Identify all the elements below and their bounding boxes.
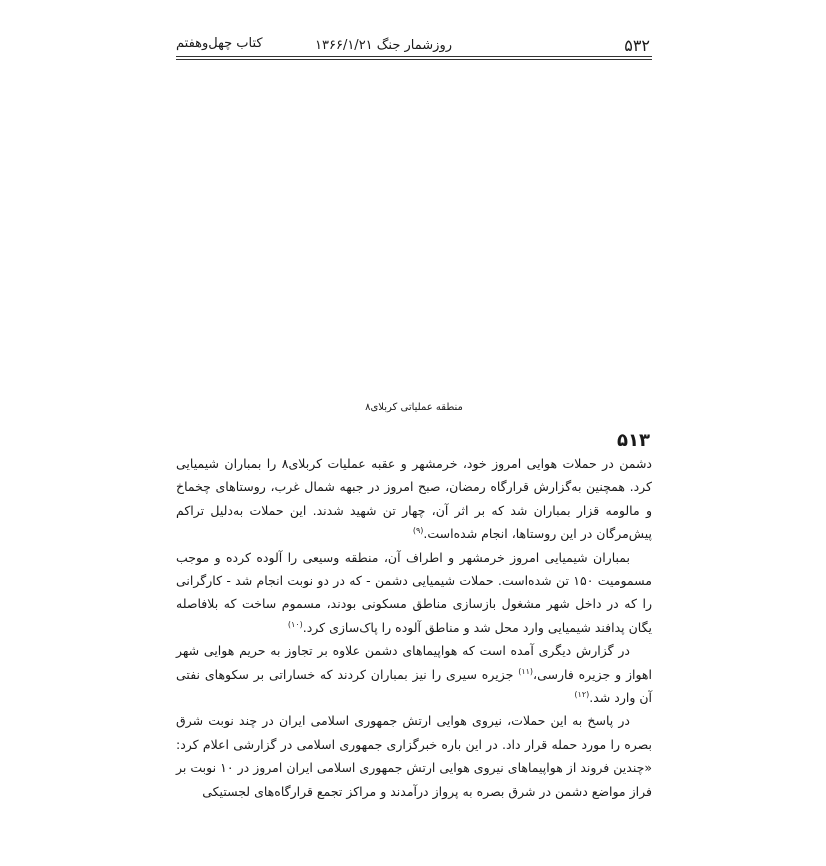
header-rule — [176, 56, 652, 57]
page-number: ۵۳۲ — [624, 36, 650, 55]
paragraph-4: در پاسخ به این حملات، نیروی هوایی ارتش جمهوری اسلامی ایران در چند نوبت شرق بصره را مورد حمله قرار داد. در این باره خبرگزاری جمهوری اسلامی در گزارشی اعلام کرد: «چندین فروند از هواپیماهای نیروی هوایی ارتش جمهوری اسلامی ایران امروز در ۱۰ نوبت بر فراز مواضع دشمن در شرق بصره به پرواز درآمدند و مراکز تجمع قرارگاه‌های لجستیکی — [176, 713, 652, 799]
page-header — [176, 36, 652, 58]
figure-area — [176, 70, 652, 390]
paragraph-2: بمباران شیمیایی امروز خرمشهر و اطراف آن، منطقه وسیعی را آلوده کرده و موجب مسمومیت ۱۵۰ تن شده‌است. حملات شیمیایی دشمن - که در دو نوبت انجام شد - کارگرانی را که در داخل شهر مشغول بازسازی مناطق مسکونی بودند، مسموم ساخت که بلافاصله یگان پدافند شیمیایی وارد محل شد و مناطق آلوده را پاک‌سازی کرد.$^{(۱۰)}$ — [176, 549, 653, 635]
paragraph-3: در گزارش دیگری آمده است که هواپیماهای دشمن علاوه بر تجاوز به حریم هوایی شهر اهواز و جزیره فارسی،$^{(۱۱)}$ جزیره سیری را نیز بمباران کردند که خساراتی بر سکوهای نفتی آن وارد شد.$^{(۱۲)}$ — [176, 643, 652, 706]
footnote-ref: (۱۲) — [574, 689, 590, 699]
footnote-ref: (۱۱) — [518, 666, 534, 676]
footnote-ref: (۹) — [412, 526, 424, 536]
footnote-ref: (۱۰) — [287, 619, 303, 629]
paragraph-1: دشمن در حملات هوایی امروز خود، خرمشهر و عقبه عملیات کربلای۸ را بمباران شیمیایی کرد. همچنین به‌گزارش قرارگاه رمضان، صبح امروز در جبهه شمال غرب، روستاهای چخماخ و مالومه قزار بمباران شد که بر اثر آن، چهار تن شهید شدند. این حملات به‌دلیل تراکم پیش‌مرگان در این روستاها، انجام شده‌است.$^{(۹)}$ — [176, 456, 652, 542]
running-title: روزشمار جنگ ۱۳۶۶/۱/۲۱ — [315, 38, 452, 53]
header-rule-secondary — [176, 59, 652, 60]
entry-number: ۵۱۳ — [617, 430, 650, 451]
entry-body — [176, 452, 652, 803]
figure-caption: منطقه عملیاتی کربلای۸ — [365, 402, 463, 413]
book-title: کتاب چهل‌وهفتم — [176, 36, 263, 51]
